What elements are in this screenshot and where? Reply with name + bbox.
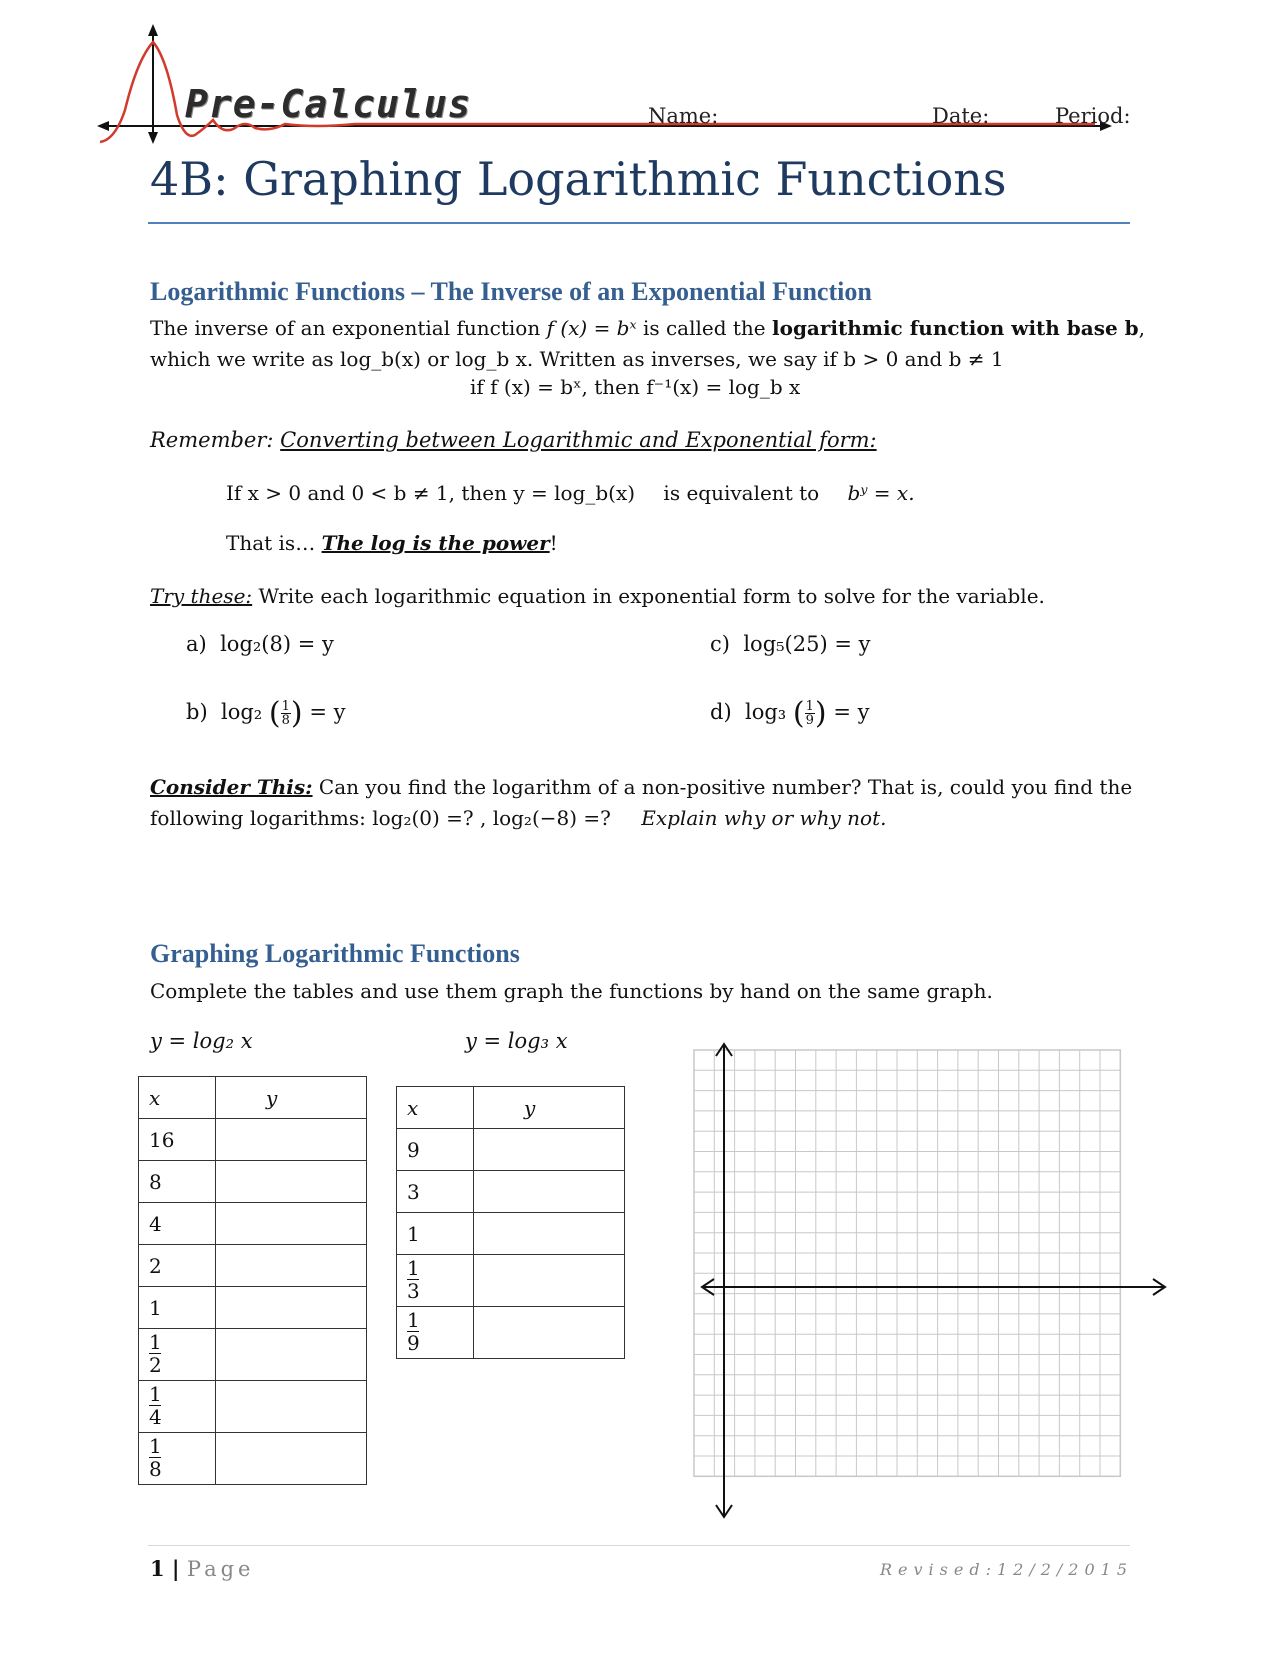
table-log2: [138, 1076, 367, 1485]
period-label: Period:: [1055, 104, 1131, 128]
table-cell-y[interactable]: [474, 1129, 625, 1171]
intro-text-c: ,: [1138, 316, 1146, 340]
problem-b-label: b): [186, 700, 208, 724]
intro-bold-term: logarithmic function with base b: [772, 316, 1139, 340]
table-cell-x: $\frac{1}{9}$: [397, 1307, 474, 1359]
x-axis: [702, 1279, 1165, 1295]
inverse-statement: if f (x) = bˣ, then f⁻¹(x) = log_b x: [470, 375, 801, 399]
table-cell-x: $\frac{1}{4}$: [139, 1381, 216, 1433]
table-cell-y[interactable]: [474, 1171, 625, 1213]
table-row: [139, 1245, 367, 1287]
title-underline: [148, 222, 1130, 224]
table-row: [397, 1129, 625, 1171]
table-cell-y[interactable]: [216, 1203, 367, 1245]
that-is-text: That is…: [226, 531, 322, 555]
page-title: 4B: Graphing Logarithmic Functions: [150, 152, 1007, 206]
graph-paper[interactable]: [690, 1040, 1170, 1520]
page-separator: |: [164, 1556, 187, 1581]
table-row: [139, 1433, 367, 1485]
table-cell-x: $\frac{1}{2}$: [139, 1329, 216, 1381]
consider-text-1: Can you find the logarithm of a non-positive number? That is, could you find the: [312, 775, 1133, 799]
problem-a: [186, 632, 334, 656]
problem-d-label: d): [710, 700, 732, 724]
table-log3-y-header: y: [474, 1087, 625, 1129]
table-cell-y[interactable]: [474, 1307, 625, 1359]
grid-lines: [694, 1050, 1120, 1476]
problem-d: d) log₃ ( $\frac{1}{9}$ ) = y: [710, 696, 870, 731]
table-row: [397, 1087, 625, 1129]
table-cell-x: 8: [139, 1161, 216, 1203]
consider-label: Consider This:: [150, 775, 313, 799]
intro-paragraph: [150, 313, 1150, 344]
remember-link: Converting between Logarithmic and Exponential form:: [280, 428, 877, 452]
table-cell-y[interactable]: [216, 1245, 367, 1287]
problem-b: b) log₂ ( $\frac{1}{8}$ ) = y: [186, 696, 346, 731]
table-row: [397, 1213, 625, 1255]
grid-border: [694, 1050, 1120, 1476]
table-cell-x: 3: [397, 1171, 474, 1213]
conversion-middle: is equivalent to: [663, 481, 820, 505]
table-cell-x: 1: [139, 1287, 216, 1329]
exclaim: !: [549, 531, 558, 555]
conversion-right: bʸ = x.: [847, 481, 915, 505]
consider-text-2: following logarithms: log₂(0) =? , log₂(−8) =?: [150, 806, 611, 830]
remember-label: Remember:: [150, 428, 274, 452]
date-label: Date:: [932, 104, 990, 128]
brand-wordmark: Pre-Calculus: [185, 82, 472, 126]
table-cell-x: $\frac{1}{3}$: [397, 1255, 474, 1307]
page-number: 1: [150, 1556, 165, 1581]
table-row: [139, 1161, 367, 1203]
table-row: [139, 1381, 367, 1433]
table-cell-y[interactable]: [216, 1119, 367, 1161]
try-these-line: [150, 581, 1045, 612]
footer-rule: [148, 1545, 1130, 1546]
graph-instruction: Complete the tables and use them graph the functions by hand on the same graph.: [150, 979, 993, 1003]
table-cell-x: 4: [139, 1203, 216, 1245]
consider-line-2: [150, 803, 1150, 834]
table-cell-x: $\frac{1}{8}$: [139, 1433, 216, 1485]
name-label: Name:: [648, 104, 719, 128]
table-cell-y[interactable]: [216, 1329, 367, 1381]
problem-a-label: a): [186, 632, 207, 656]
revised-date: Revised:12/2/2015: [880, 1560, 1134, 1579]
problem-c-expr: log₅(25) = y: [743, 632, 871, 656]
table-row: [139, 1287, 367, 1329]
table-cell-y[interactable]: [216, 1161, 367, 1203]
log-is-power-line: [226, 531, 558, 555]
table-row: [397, 1171, 625, 1213]
remember-line: [150, 428, 877, 452]
conversion-left: If x > 0 and 0 < b ≠ 1, then y = log_b(x): [226, 481, 636, 505]
consider-explain: Explain why or why not.: [641, 806, 887, 830]
table-cell-x: 2: [139, 1245, 216, 1287]
table-cell-y[interactable]: [474, 1213, 625, 1255]
table-row: [397, 1307, 625, 1359]
table-cell-x: 1: [397, 1213, 474, 1255]
section-heading-inverse: Logarithmic Functions – The Inverse of an Exponential Function: [150, 277, 872, 306]
problem-b-fraction: $\frac{1}{8}$: [281, 699, 290, 728]
try-these-label: Try these:: [150, 584, 253, 608]
problem-a-expr: log₂(8) = y: [220, 632, 334, 656]
table-cell-y[interactable]: [474, 1255, 625, 1307]
intro-text-b: is called the: [636, 316, 772, 340]
table-log3-x-header: x: [397, 1087, 474, 1129]
table-log2-y-header: y: [216, 1077, 367, 1119]
page-number-line: [150, 1556, 254, 1581]
conversion-rule: [226, 481, 915, 505]
intro-fx: f (x) = bˣ: [546, 316, 637, 340]
intro-line-2: which we write as log_b(x) or log_b x. Written as inverses, we say if b > 0 and b ≠ 1: [150, 347, 1004, 371]
try-these-instruction: Write each logarithmic equation in exponential form to solve for the variable.: [252, 584, 1045, 608]
table-row: [139, 1077, 367, 1119]
problem-d-base: log₃: [745, 700, 787, 724]
table-cell-y[interactable]: [216, 1381, 367, 1433]
page-word: Page: [186, 1557, 255, 1581]
equation-log2: y = log₂ x: [150, 1029, 253, 1053]
consider-line-1: [150, 772, 1150, 803]
table-row: [139, 1329, 367, 1381]
table-cell-x: 9: [397, 1129, 474, 1171]
problem-b-base: log₂: [221, 700, 263, 724]
log-is-power: The log is the power: [321, 531, 550, 555]
table-log3: [396, 1086, 625, 1359]
table-row: [397, 1255, 625, 1307]
table-row: [139, 1119, 367, 1161]
equation-log3: y = log₃ x: [465, 1029, 568, 1053]
table-cell-x: 16: [139, 1119, 216, 1161]
problem-c-label: c): [710, 632, 730, 656]
table-cell-y[interactable]: [216, 1433, 367, 1485]
problem-d-fraction: $\frac{1}{9}$: [805, 699, 814, 728]
intro-text-a: The inverse of an exponential function: [150, 316, 547, 340]
table-cell-y[interactable]: [216, 1287, 367, 1329]
table-log2-x-header: x: [139, 1077, 216, 1119]
table-row: [139, 1203, 367, 1245]
problem-d-rhs: = y: [833, 700, 870, 724]
problem-b-rhs: = y: [309, 700, 346, 724]
section-heading-graphing: Graphing Logarithmic Functions: [150, 939, 520, 968]
y-axis: [716, 1044, 732, 1517]
problem-c: [710, 632, 870, 656]
